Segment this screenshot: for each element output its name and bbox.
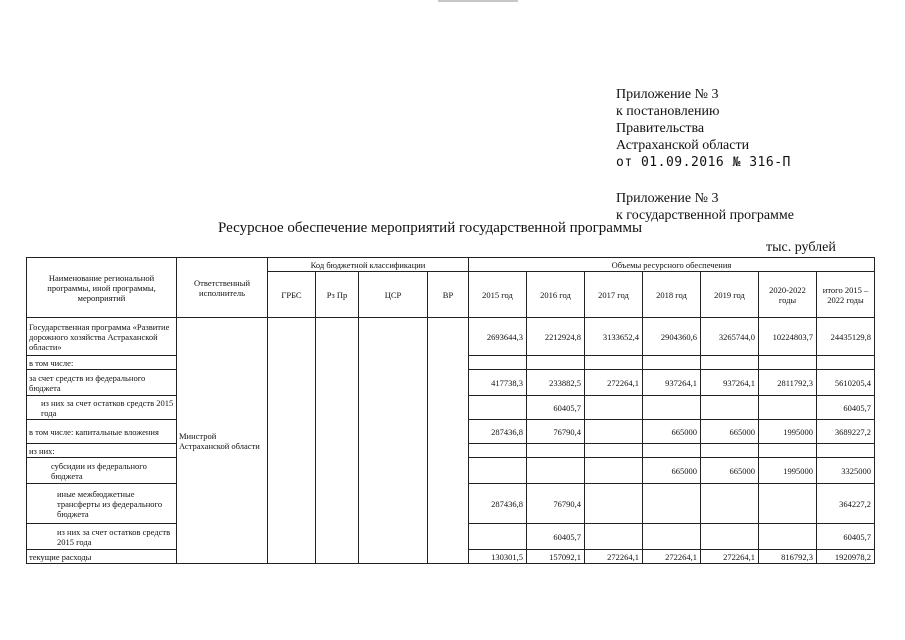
header-volumes: Объемы ресурсного обеспечения: [469, 258, 875, 272]
value-cell: [469, 524, 527, 550]
header-2015: 2015 год: [469, 272, 527, 318]
header-2019: 2019 год: [701, 272, 759, 318]
value-cell: 60405,7: [817, 396, 875, 420]
value-cell: [701, 444, 759, 458]
value-cell: [759, 484, 817, 524]
value-cell: 287436,8: [469, 420, 527, 444]
row-name: Государственная программа «Развитие дорожного хозяйства Астраханской области»: [27, 318, 177, 356]
appendix-line: к постановлению: [616, 104, 720, 119]
value-cell: [701, 484, 759, 524]
value-cell: [469, 444, 527, 458]
value-cell: 1995000: [759, 458, 817, 484]
value-cell: 2811792,3: [759, 370, 817, 396]
value-cell: [643, 444, 701, 458]
value-cell: [817, 356, 875, 370]
value-cell: 665000: [701, 458, 759, 484]
value-cell: [759, 524, 817, 550]
value-cell: 76790,4: [527, 484, 585, 524]
value-cell: 665000: [643, 420, 701, 444]
value-cell: 1995000: [759, 420, 817, 444]
header-2020-2022: 2020-2022 годы: [759, 272, 817, 318]
value-cell: 2904360,6: [643, 318, 701, 356]
value-cell: [585, 396, 643, 420]
value-cell: [585, 524, 643, 550]
value-cell: [817, 444, 875, 458]
row-name: из них за счет остатков средств 2015 года: [27, 524, 177, 550]
header-rzpr: Рз Пр: [316, 272, 359, 318]
row-name: за счет средств из федерального бюджета: [27, 370, 177, 396]
value-cell: [469, 396, 527, 420]
value-cell: [585, 484, 643, 524]
value-cell: 364227,2: [817, 484, 875, 524]
value-cell: [527, 444, 585, 458]
header-csr: ЦСР: [359, 272, 428, 318]
header-executor: Ответственный исполнитель: [177, 258, 268, 318]
resource-table: [26, 257, 875, 564]
value-cell: [643, 524, 701, 550]
header-2018: 2018 год: [643, 272, 701, 318]
header-grbs: ГРБС: [268, 272, 316, 318]
row-name: иные межбюджетные трансферты из федерального бюджета: [27, 484, 177, 524]
value-cell: [759, 356, 817, 370]
resolution-date-number: от 01.09.2016 № 316-П: [616, 155, 791, 170]
value-cell: 272264,1: [585, 550, 643, 564]
header-vr: ВР: [428, 272, 469, 318]
value-cell: 665000: [643, 458, 701, 484]
value-cell: 2693644,3: [469, 318, 527, 356]
appendix-number: Приложение № 3: [616, 87, 719, 102]
value-cell: 130301,5: [469, 550, 527, 564]
value-cell: 937264,1: [643, 370, 701, 396]
value-cell: [643, 484, 701, 524]
value-cell: [469, 458, 527, 484]
appendix-to-program: [616, 190, 794, 224]
value-cell: [585, 356, 643, 370]
value-cell: 272264,1: [585, 370, 643, 396]
appendix-line: Правительства: [616, 121, 705, 136]
value-cell: 60405,7: [527, 396, 585, 420]
csr-cell: [359, 318, 428, 564]
value-cell: [701, 396, 759, 420]
value-cell: [759, 396, 817, 420]
header-2017: 2017 год: [585, 272, 643, 318]
header-name: Наименование региональной программы, иной программы, мероприятий: [27, 258, 177, 318]
row-name: в том числе:: [27, 356, 177, 370]
value-cell: 816792,3: [759, 550, 817, 564]
value-cell: 272264,1: [643, 550, 701, 564]
value-cell: [643, 396, 701, 420]
row-name: в том числе: капитальные вложения: [27, 420, 177, 444]
value-cell: 5610205,4: [817, 370, 875, 396]
value-cell: 10224803,7: [759, 318, 817, 356]
value-cell: 665000: [701, 420, 759, 444]
value-cell: 24435129,8: [817, 318, 875, 356]
appendix-number: Приложение № 3: [616, 191, 719, 206]
value-cell: 3133652,4: [585, 318, 643, 356]
row-name: из них за счет остатков средств 2015 года: [27, 396, 177, 420]
value-cell: [585, 420, 643, 444]
appendix-to-resolution: [616, 86, 791, 171]
row-name: субсидии из федерального бюджета: [27, 458, 177, 484]
value-cell: 3325000: [817, 458, 875, 484]
value-cell: [527, 356, 585, 370]
header-2016: 2016 год: [527, 272, 585, 318]
value-cell: 937264,1: [701, 370, 759, 396]
header-total: итого 2015 – 2022 годы: [817, 272, 875, 318]
value-cell: [585, 458, 643, 484]
document-title: Ресурсное обеспечение мероприятий государственной программы: [218, 220, 643, 236]
value-cell: 157092,1: [527, 550, 585, 564]
header-budget-code: Код бюджетной классификации: [268, 258, 469, 272]
value-cell: 60405,7: [527, 524, 585, 550]
table-row: [27, 318, 875, 356]
value-cell: 3689227,2: [817, 420, 875, 444]
executor-cell: Минстрой Астраханской области: [177, 318, 268, 564]
value-cell: 76790,4: [527, 420, 585, 444]
value-cell: [469, 356, 527, 370]
value-cell: [643, 356, 701, 370]
value-cell: [759, 444, 817, 458]
rzpr-cell: [316, 318, 359, 564]
value-cell: [585, 444, 643, 458]
appendix-line: к государственной программе: [616, 208, 794, 223]
value-cell: 60405,7: [817, 524, 875, 550]
value-cell: 272264,1: [701, 550, 759, 564]
value-cell: [701, 356, 759, 370]
value-cell: [527, 458, 585, 484]
value-cell: 233882,5: [527, 370, 585, 396]
value-cell: 417738,3: [469, 370, 527, 396]
appendix-line: Астраханской области: [616, 138, 750, 153]
row-name: из них:: [27, 444, 177, 458]
scan-mark: [438, 0, 518, 2]
row-name: текущие расходы: [27, 550, 177, 564]
value-cell: 1920978,2: [817, 550, 875, 564]
vr-cell: [428, 318, 469, 564]
value-cell: 2212924,8: [527, 318, 585, 356]
value-cell: [701, 524, 759, 550]
value-cell: 287436,8: [469, 484, 527, 524]
units-label: тыс. рублей: [766, 240, 836, 255]
grbs-cell: [268, 318, 316, 564]
value-cell: 3265744,0: [701, 318, 759, 356]
